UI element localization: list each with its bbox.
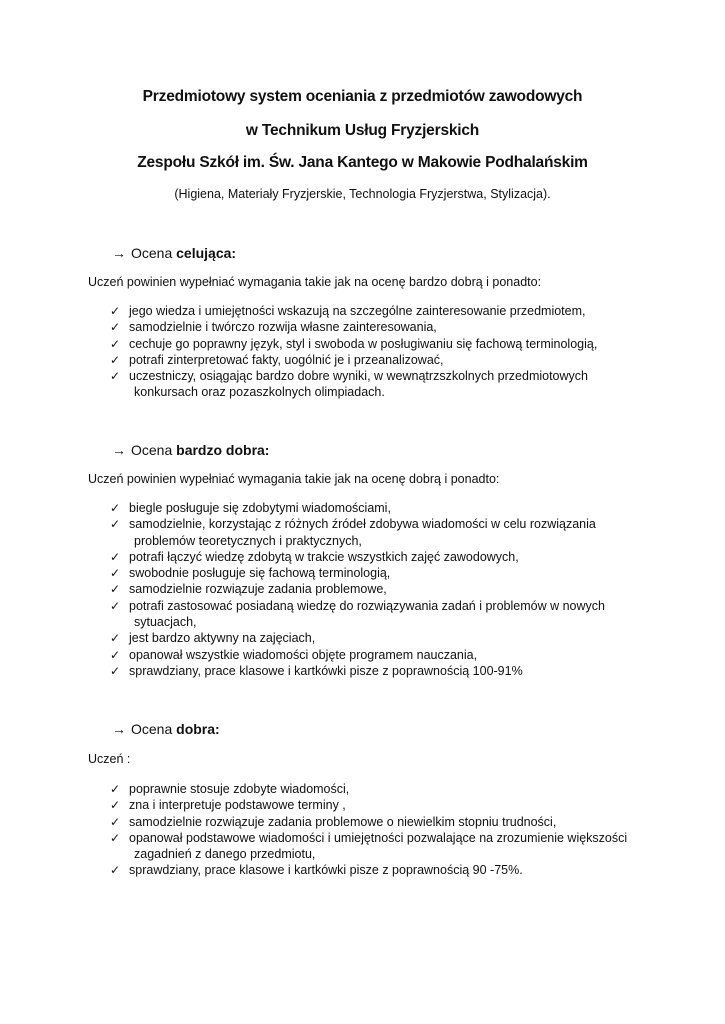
document-subtitle: (Higiena, Materiały Fryzjerskie, Technologia Fryzjerstwa, Stylizacja). <box>174 187 551 201</box>
requirements-list <box>88 781 640 879</box>
checkmark-icon: ✓ <box>110 517 121 532</box>
list-item-text: opanował podstawowe wiadomości i umiejętności pozwalające na zrozumienie większości <box>129 830 628 845</box>
document-title-line-1: Przedmiotowy system oceniania z przedmiotów zawodowych <box>142 88 583 105</box>
list-item-text: samodzielnie rozwiązuje zadania problemowe, <box>129 582 387 597</box>
section-heading <box>88 243 640 263</box>
heading-label: Ocena <box>131 442 177 458</box>
section-intro: Uczeń powinien wypełniać wymagania takie jak na ocenę bardzo dobrą i ponadto: <box>88 275 542 289</box>
list-item-text: uczestniczy, osiągając bardzo dobre wyniki, w wewnątrzszkolnych przedmiotowych <box>129 369 588 384</box>
checkmark-icon: ✓ <box>110 647 121 662</box>
list-item <box>88 368 640 401</box>
checkmark-icon: ✓ <box>110 336 121 351</box>
section-intro: Uczeń powinien wypełniać wymagania takie jak na ocenę dobrą i ponadto: <box>88 472 500 486</box>
list-item-continuation: konkursach oraz pozaszkolnych olimpiadach. <box>134 385 385 400</box>
list-item <box>88 581 640 597</box>
list-item <box>88 500 640 516</box>
list-item-text: potrafi zastosować posiadaną wiedzę do rozwiązywania zadań i problemów w nowych <box>129 598 605 613</box>
heading-label: Ocena <box>131 721 177 737</box>
section-intro: Uczeń : <box>88 752 131 766</box>
list-item <box>88 814 640 830</box>
checkmark-icon: ✓ <box>110 582 121 597</box>
section-bardzo-dobra <box>88 440 640 679</box>
list-item-text: cechuje go poprawny język, styl i swoboda w posługiwaniu się fachową terminologią, <box>129 336 598 351</box>
section-heading <box>88 719 640 739</box>
checkmark-icon: ✓ <box>110 566 121 581</box>
list-item-text: samodzielnie rozwiązuje zadania problemowe o niewielkim stopniu trudności, <box>129 814 557 829</box>
list-item <box>88 565 640 581</box>
list-item-text: poprawnie stosuje zdobyte wiadomości, <box>129 782 350 796</box>
document-title-line-3: Zespołu Szkół im. Św. Jana Kantego w Makowie Podhalańskim <box>137 154 588 171</box>
arrow-right-icon: → <box>112 721 126 737</box>
list-item-text: swobodnie posługuje się fachową terminologią, <box>129 566 391 581</box>
list-item <box>88 647 640 663</box>
list-item <box>88 663 640 679</box>
list-item <box>88 781 640 797</box>
list-item <box>88 797 640 813</box>
checkmark-icon: ✓ <box>110 304 121 318</box>
list-item-continuation: sytuacjach, <box>134 615 197 630</box>
grade-name: celująca: <box>176 245 237 261</box>
arrow-right-icon: → <box>112 245 126 261</box>
checkmark-icon: ✓ <box>110 631 121 646</box>
list-item-text: potrafi łączyć wiedzę zdobytą w trakcie wszystkich zajęć zawodowych, <box>129 549 519 564</box>
checkmark-icon: ✓ <box>110 814 121 829</box>
list-item <box>88 630 640 646</box>
section-dobra <box>88 719 640 879</box>
list-item <box>88 598 640 631</box>
checkmark-icon: ✓ <box>110 830 121 845</box>
list-item-text: zna i interpretuje podstawowe terminy , <box>129 798 346 813</box>
list-item <box>88 862 640 878</box>
section-celujaca <box>88 243 640 401</box>
list-item-text: biegle posługuje się zdobytymi wiadomościami, <box>129 501 391 515</box>
list-item <box>88 319 640 335</box>
checkmark-icon: ✓ <box>110 549 121 564</box>
grade-name: dobra: <box>176 721 220 737</box>
checkmark-icon: ✓ <box>110 501 121 515</box>
checkmark-icon: ✓ <box>110 369 121 384</box>
section-heading <box>88 440 640 460</box>
heading-label: Ocena <box>131 245 177 261</box>
checkmark-icon: ✓ <box>110 598 121 613</box>
list-item-continuation: zagadnień z danego przedmiotu, <box>134 847 316 862</box>
list-item-text: samodzielnie i twórczo rozwija własne zainteresowania, <box>129 320 437 335</box>
checkmark-icon: ✓ <box>110 320 121 335</box>
list-item-text: opanował wszystkie wiadomości objęte programem nauczania, <box>129 647 478 662</box>
list-item <box>88 549 640 565</box>
list-item <box>88 336 640 352</box>
list-item-continuation: problemów teoretycznych i praktycznych, <box>134 533 362 548</box>
checkmark-icon: ✓ <box>110 798 121 813</box>
checkmark-icon: ✓ <box>110 352 121 367</box>
requirements-list <box>88 303 640 401</box>
list-item <box>88 303 640 319</box>
document-title-line-2: w Technikum Usług Fryzjerskich <box>245 122 480 139</box>
list-item-text: potrafi zinterpretować fakty, uogólnić je i przeanalizować, <box>129 352 444 367</box>
list-item-text: samodzielnie, korzystając z różnych źródeł zdobywa wiadomości w celu rozwiązania <box>129 517 596 532</box>
grade-name: bardzo dobra: <box>176 442 270 458</box>
arrow-right-icon: → <box>112 442 126 458</box>
checkmark-icon: ✓ <box>110 863 121 878</box>
list-item-text: jego wiedza i umiejętności wskazują na szczególne zainteresowanie przedmiotem, <box>129 304 586 318</box>
list-item <box>88 830 640 863</box>
list-item <box>88 352 640 368</box>
requirements-list <box>88 500 640 679</box>
list-item-text: sprawdziany, prace klasowe i kartkówki pisze z poprawnością 100-91% <box>129 663 523 678</box>
list-item-text: jest bardzo aktywny na zajęciach, <box>129 631 316 646</box>
checkmark-icon: ✓ <box>110 782 121 796</box>
list-item-text: sprawdziany, prace klasowe i kartkówki pisze z poprawnością 90 -75%. <box>129 863 523 878</box>
list-item <box>88 516 640 549</box>
checkmark-icon: ✓ <box>110 663 121 678</box>
